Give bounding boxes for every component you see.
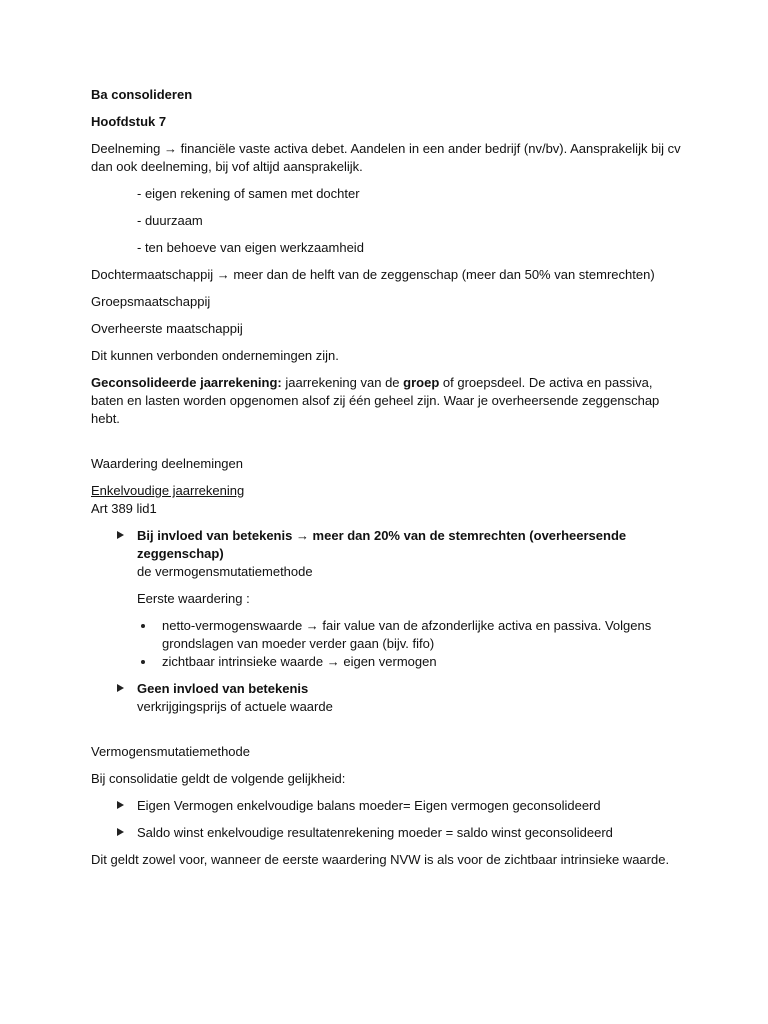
list-item: Eigen Vermogen enkelvoudige balans moeder= Eigen vermogen geconsolideerd [91, 797, 681, 815]
spacer [91, 716, 681, 743]
arrow-glyph: → [160, 141, 181, 156]
waardering-list [91, 527, 681, 581]
waardering-heading: Waardering deelnemingen [91, 456, 244, 471]
vmm-intro: Bij consolidatie geldt de volgende gelijkheid: [91, 771, 346, 786]
geen-invloed-heading: Geen invloed van betekenis [137, 681, 309, 696]
dash-item: - eigen rekening of samen met dochter [137, 186, 360, 201]
list-item [91, 680, 681, 716]
enkelvoudige-subheading: Enkelvoudige jaarrekening [91, 483, 245, 498]
groeps-paragraph: Groepsmaatschappij [91, 294, 211, 309]
vmm-closing: Dit geldt zowel voor, wanneer de eerste waardering NVW is als voor de zichtbaar intrinsieke waarde. [91, 852, 670, 867]
dash-item: - duurzaam [137, 213, 203, 228]
deelneming-definition: financiële vaste activa debet. Aandelen in een ander bedrijf (nv/bv). Aansprakelijk bij cv dan ook deelneming, bij vof altijd aansprakelijk. [91, 141, 681, 174]
eerste-waardering-list [91, 617, 681, 671]
eerste-waardering-label: Eerste waardering : [137, 591, 250, 606]
verbonden-paragraph: Dit kunnen verbonden ondernemingen zijn. [91, 348, 339, 363]
chapter-heading: Hoofdstuk 7 [91, 114, 167, 129]
dash-item: - ten behoeve van eigen werkzaamheid [137, 240, 364, 255]
list-item [91, 527, 681, 581]
vmm-list [91, 797, 681, 842]
geconsolideerd-term: Geconsolideerde jaarrekening: [91, 375, 282, 390]
invloed-method: de vermogensmutatiemethode [137, 564, 313, 579]
geconsolideerd-text-rest: of groepsdeel. De activa en passiva, baten en lasten worden opgenomen alsof zij één geheel zijn. Waar je overheersende zeggenschap hebt. [91, 375, 660, 426]
document-title: Ba consolideren [91, 87, 193, 102]
deelneming-paragraph [91, 140, 681, 176]
spacer [91, 437, 681, 455]
deelneming-term: Deelneming [91, 141, 161, 156]
list-item: Saldo winst enkelvoudige resultatenrekening moeder = saldo winst geconsolideerd [91, 824, 681, 842]
groep-term: groep [403, 375, 440, 390]
overheerste-paragraph: Overheerste maatschappij [91, 321, 243, 336]
vmm-heading: Vermogensmutatiemethode [91, 744, 250, 759]
article-reference: Art 389 lid1 [91, 501, 157, 516]
geconsolideerd-text: jaarrekening van de [281, 375, 404, 390]
geen-invloed-list [91, 680, 681, 716]
list-item: zichtbaar intrinsieke waarde → eigen vermogen [91, 653, 681, 671]
geconsolideerd-paragraph [91, 374, 681, 428]
geen-invloed-method: verkrijgingsprijs of actuele waarde [137, 699, 333, 714]
invloed-heading: Bij invloed van betekenis → meer dan 20% van de stemrechten (overheersende zeggenschap) [137, 528, 627, 561]
list-item: netto-vermogenswaarde → fair value van de afzonderlijke activa en passiva. Volgens grondslagen van moeder verder gaan (bijv. fifo) [91, 617, 681, 653]
dochter-paragraph: Dochtermaatschappij → meer dan de helft van de zeggenschap (meer dan 50% van stemrechten) [91, 267, 655, 282]
document-page [91, 86, 681, 878]
